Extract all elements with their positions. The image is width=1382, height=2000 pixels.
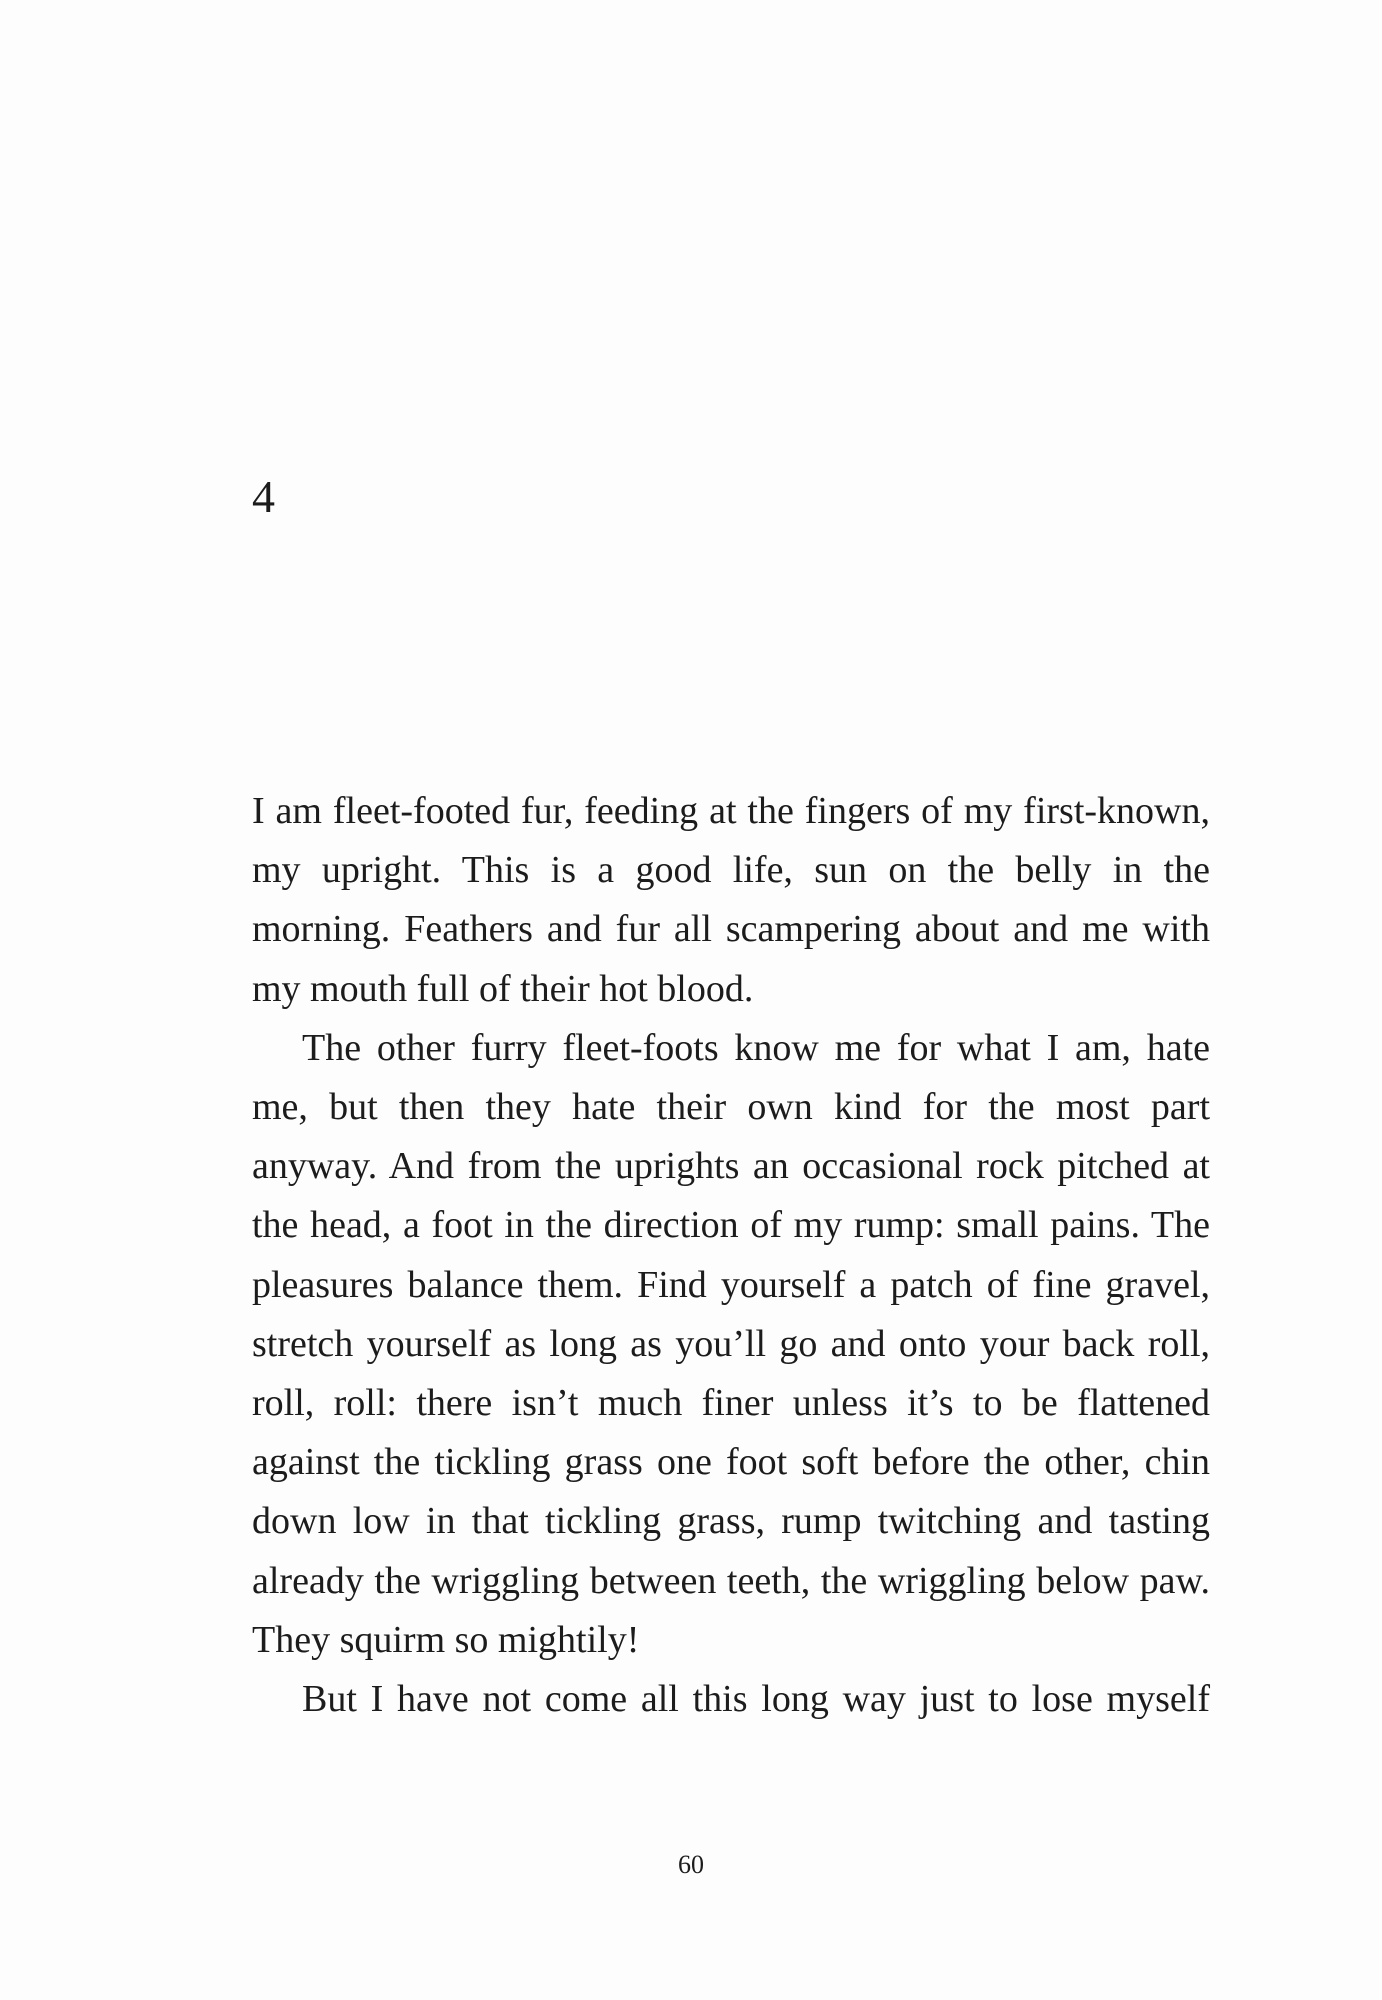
paragraph-2: The other furry fleet-foots know me for what I am, hate me, but then they hate their own kind for the most part anyway. And from the uprights an occasional rock pitched at the head, a foot in the direction of my rump: small pains. The pleasures balance them. Find yourself a patch of fine gravel, stretch yourself as long as you’ll go and onto your back roll, roll, roll: there isn’t much finer unless it’s to be flattened against the tickling grass one foot soft before the other, chin down low in that tickling grass, rump twitching and tasting already the wriggling between teeth, the wriggling below paw. They squirm so mightily! [252,1026,1210,1661]
chapter-body [252,782,1210,1729]
chapter-number: 4 [252,471,275,522]
paragraph-1: I am fleet-footed fur, feeding at the fingers of my first-known, my upright. This is a good life, sun on the belly in the morning. Feathers and fur all scampering about and me with my mouth full of their hot blood. [252,790,1210,1010]
page-number: 60 [678,1850,704,1879]
paragraph-3: But I have not come all this long way just to lose myself [302,1678,1210,1721]
